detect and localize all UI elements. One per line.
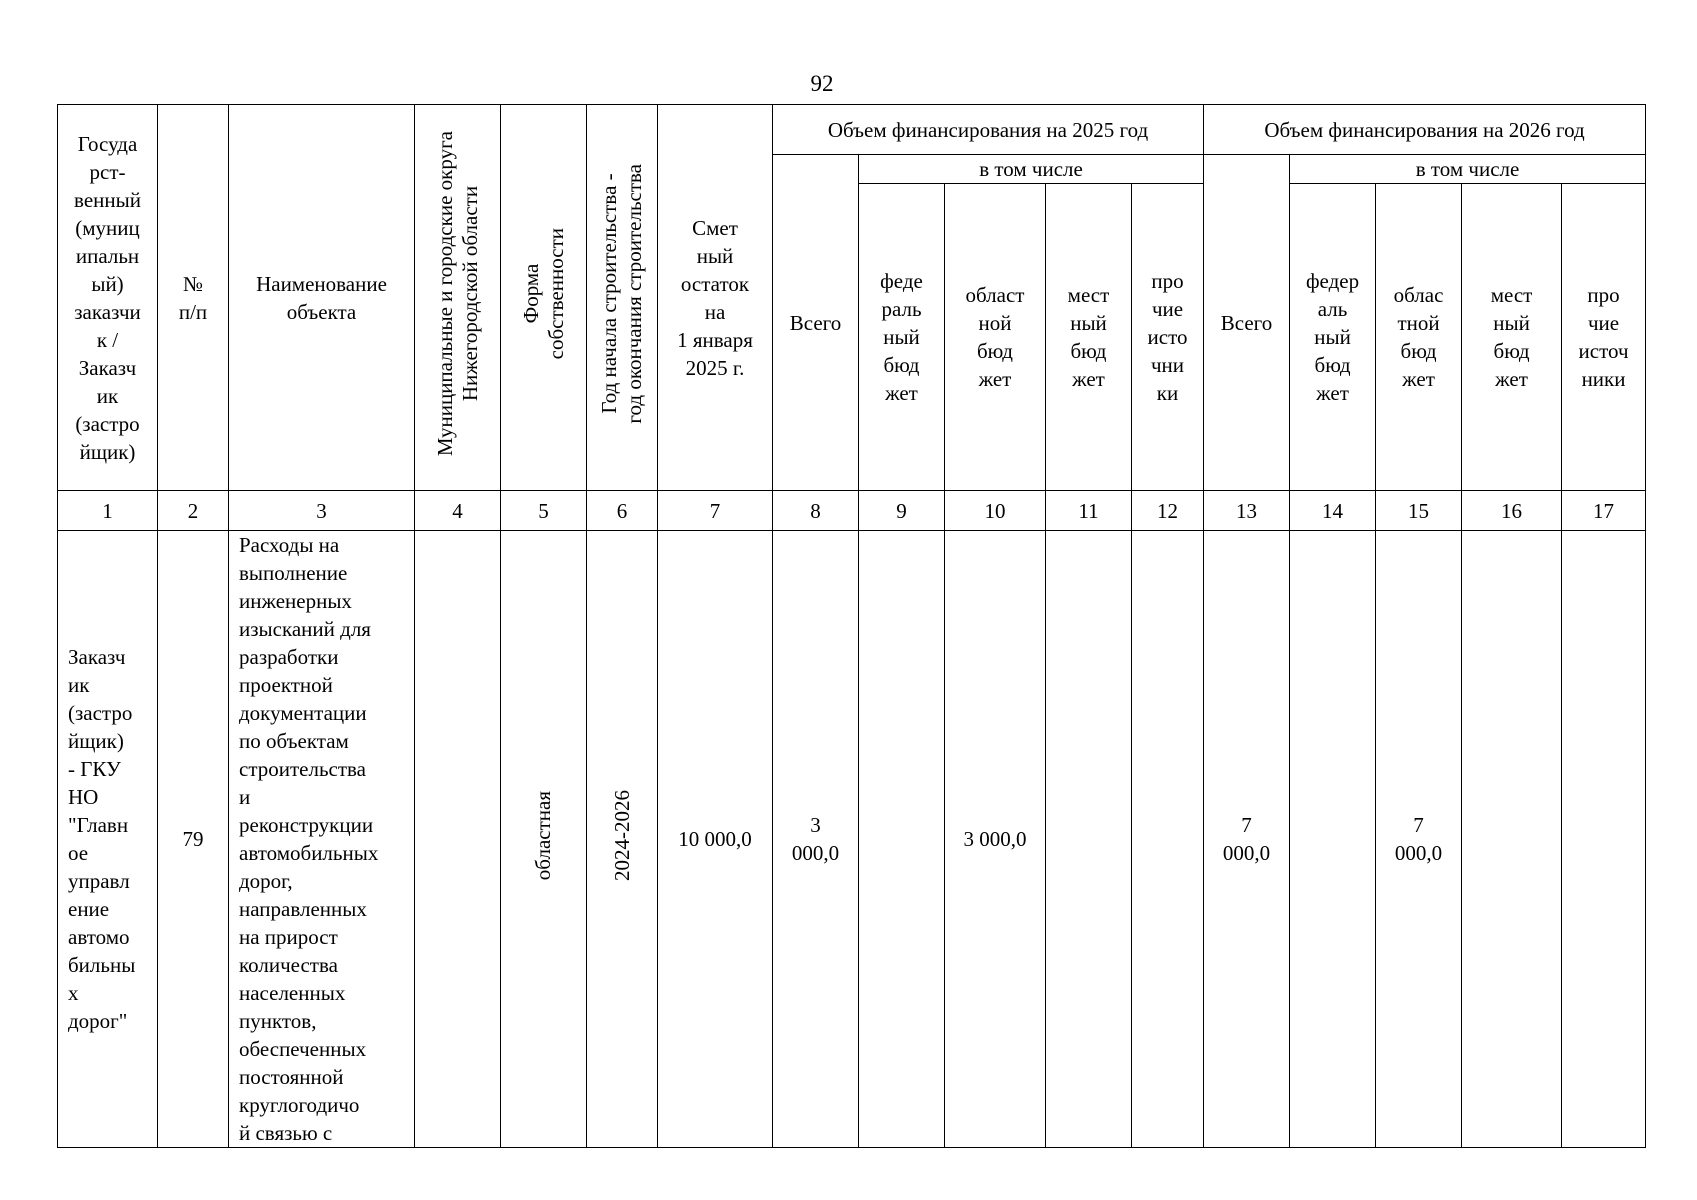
col-num-14: 14 bbox=[1290, 491, 1376, 531]
header-local-2025: мест ный бюд жет bbox=[1046, 184, 1132, 491]
col-num-5: 5 bbox=[501, 491, 587, 531]
cell-total-2025: 3 000,0 bbox=[773, 531, 859, 1148]
cell-total-2026: 7 000,0 bbox=[1204, 531, 1290, 1148]
page-number: 92 bbox=[810, 71, 834, 96]
header-total-2026: Всего bbox=[1204, 155, 1290, 491]
header-regional-2026: облас тной бюд жет bbox=[1376, 184, 1462, 491]
cell-other-2026 bbox=[1562, 531, 1646, 1148]
header-customer: Госуда рст- венный (муниц ипальн ый) заказчи к / Заказч ик (застро йщик) bbox=[58, 105, 158, 491]
col-num-7: 7 bbox=[658, 491, 773, 531]
col-num-2: 2 bbox=[158, 491, 229, 531]
cell-balance: 10 000,0 bbox=[658, 531, 773, 1148]
col-num-1: 1 bbox=[58, 491, 158, 531]
header-name: Наименование объекта bbox=[229, 105, 415, 491]
cell-years bbox=[587, 531, 658, 1148]
cell-ownership bbox=[501, 531, 587, 1148]
cell-years-text: 2024-2026 bbox=[609, 790, 634, 881]
cell-num: 79 bbox=[158, 531, 229, 1148]
col-num-4: 4 bbox=[415, 491, 501, 531]
header-municipality bbox=[415, 105, 501, 491]
cell-municipality bbox=[415, 531, 501, 1148]
cell-federal-2025 bbox=[859, 531, 945, 1148]
cell-regional-2026: 7 000,0 bbox=[1376, 531, 1462, 1148]
col-num-17: 17 bbox=[1562, 491, 1646, 531]
column-number-row bbox=[58, 491, 1646, 531]
header-other-2026: про чие источ ники bbox=[1562, 184, 1646, 491]
header-row-1 bbox=[58, 105, 1646, 155]
header-fin-2025: Объем финансирования на 2025 год bbox=[773, 105, 1204, 155]
cell-customer: Заказч ик (застро йщик) - ГКУ НО "Главн ое управл ение автомо бильны х дорог" bbox=[58, 531, 158, 1148]
cell-regional-2025: 3 000,0 bbox=[945, 531, 1046, 1148]
header-years bbox=[587, 105, 658, 491]
header-municipality-text: Муниципальные и городские округа Нижегородской области bbox=[432, 131, 482, 457]
col-num-8: 8 bbox=[773, 491, 859, 531]
header-total-2025: Всего bbox=[773, 155, 859, 491]
col-num-9: 9 bbox=[859, 491, 945, 531]
col-num-13: 13 bbox=[1204, 491, 1290, 531]
col-num-11: 11 bbox=[1046, 491, 1132, 531]
header-ownership-text: Форма собственности bbox=[518, 228, 568, 360]
cell-federal-2026 bbox=[1290, 531, 1376, 1148]
cell-name: Расходы на выполнение инженерных изысканий для разработки проектной документации по объектам строительства и реконструкции автомобильных дорог, направленных на прирост количества населенных пунктов, обеспеченных постоянной круглогодичо й связью с bbox=[229, 531, 415, 1148]
col-num-15: 15 bbox=[1376, 491, 1462, 531]
header-fin-2026: Объем финансирования на 2026 год bbox=[1204, 105, 1646, 155]
cell-other-2025 bbox=[1132, 531, 1204, 1148]
col-num-6: 6 bbox=[587, 491, 658, 531]
financing-table bbox=[57, 104, 1646, 1148]
header-balance: Смет ный остаток на 1 января 2025 г. bbox=[658, 105, 773, 491]
header-regional-2025: област ной бюд жет bbox=[945, 184, 1046, 491]
header-local-2026: мест ный бюд жет bbox=[1462, 184, 1562, 491]
col-num-3: 3 bbox=[229, 491, 415, 531]
cell-ownership-text: областная bbox=[531, 790, 555, 881]
cell-local-2026 bbox=[1462, 531, 1562, 1148]
table-row bbox=[58, 531, 1646, 1148]
header-incl-2026: в том числе bbox=[1290, 155, 1646, 184]
header-ownership bbox=[501, 105, 587, 491]
header-years-text: Год начала строительства - год окончания строительства bbox=[597, 164, 646, 424]
header-federal-2026: федер аль ный бюд жет bbox=[1290, 184, 1376, 491]
header-federal-2025: феде раль ный бюд жет bbox=[859, 184, 945, 491]
col-num-12: 12 bbox=[1132, 491, 1204, 531]
header-other-2025: про чие исто чни ки bbox=[1132, 184, 1204, 491]
cell-local-2025 bbox=[1046, 531, 1132, 1148]
col-num-16: 16 bbox=[1462, 491, 1562, 531]
col-num-10: 10 bbox=[945, 491, 1046, 531]
header-incl-2025: в том числе bbox=[859, 155, 1204, 184]
header-num: № п/п bbox=[158, 105, 229, 491]
